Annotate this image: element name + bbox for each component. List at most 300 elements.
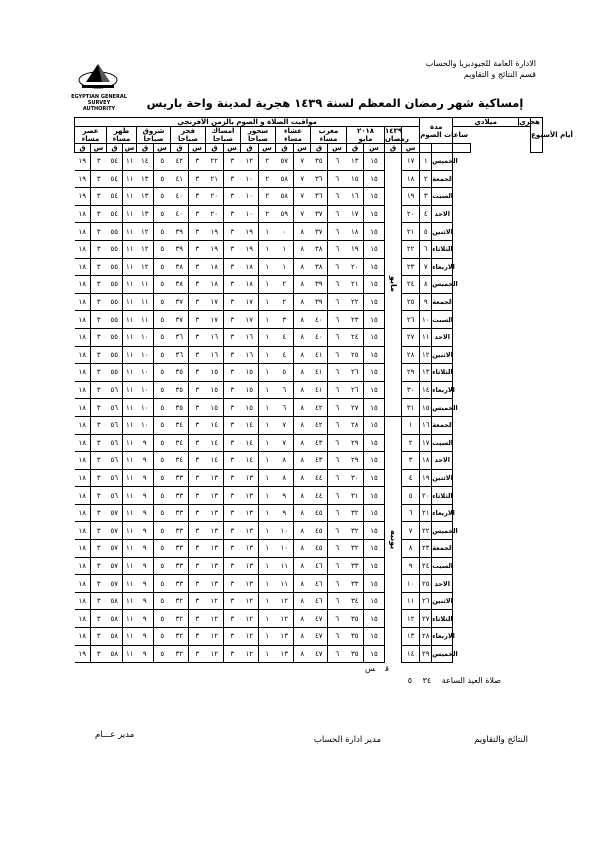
fajr-hour: ٣ xyxy=(189,522,206,540)
weekday-name: الاربعاء xyxy=(432,381,453,399)
dhuhr-hour: ١١ xyxy=(123,153,137,171)
greg-year-header: ٢٠١٨ مايو xyxy=(347,127,385,144)
suhoor-minute: ١٤ xyxy=(241,416,259,434)
greg-day: ٦ xyxy=(402,504,420,522)
isha-hour: ٧ xyxy=(294,153,311,171)
fast-minute: ٣٥ xyxy=(347,628,364,646)
imsak-minute: ١٨ xyxy=(206,276,224,294)
shurooq-minute: ٩ xyxy=(137,540,154,558)
hijri-header: هجري xyxy=(519,118,540,126)
unit-minute-label: ق xyxy=(137,144,154,153)
shurooq-minute: ١٣ xyxy=(137,188,154,206)
shurooq-minute: ١٠ xyxy=(137,381,154,399)
fajr-hour: ٣ xyxy=(189,276,206,294)
dhuhr-hour: ١١ xyxy=(123,540,137,558)
suhoor-hour: ١ xyxy=(259,610,276,628)
suhoor-hour: ٢ xyxy=(259,153,276,171)
dhuhr-minute: ٥٦ xyxy=(107,452,123,470)
maghrib-hour: ٦ xyxy=(328,504,347,522)
isha-hour: ٧ xyxy=(294,205,311,223)
asr-hour: ٣ xyxy=(91,364,107,382)
maghrib-minute: ٣٩ xyxy=(311,293,328,311)
imsak-hour: ٣ xyxy=(224,311,241,329)
isha-minute: ٩ xyxy=(276,487,294,505)
imsak-hour: ٣ xyxy=(224,346,241,364)
fast-hour: ١٥ xyxy=(364,434,385,452)
asr-hour: ٣ xyxy=(91,434,107,452)
fast-minute: ٢٦ xyxy=(347,364,364,382)
fajr-minute: ٣٢ xyxy=(171,645,189,663)
table-row xyxy=(75,434,543,452)
fast-hour: ١٥ xyxy=(364,240,385,258)
dhuhr-hour: ١١ xyxy=(123,170,137,188)
maghrib-hour: ٦ xyxy=(328,452,347,470)
fajr-hour: ٣ xyxy=(189,592,206,610)
dhuhr-minute: ٥٦ xyxy=(107,469,123,487)
suhoor-hour: ١ xyxy=(259,364,276,382)
fast-minute: ٣١ xyxy=(347,487,364,505)
hijri-day: ٢ xyxy=(420,170,432,188)
weekday-name: الاحد xyxy=(432,205,453,223)
fast-minute: ٢٩ xyxy=(347,452,364,470)
isha-minute: ٠ xyxy=(276,223,294,241)
table-row xyxy=(75,610,543,628)
asr-hour: ٣ xyxy=(91,311,107,329)
asr-minute: ١٨ xyxy=(75,487,91,505)
fajr-hour: ٣ xyxy=(189,223,206,241)
table-row xyxy=(75,540,543,558)
shurooq-minute: ١٠ xyxy=(137,399,154,417)
unit-hour-label: س xyxy=(91,144,107,153)
dhuhr-hour: ١١ xyxy=(123,487,137,505)
fajr-hour: ٣ xyxy=(189,540,206,558)
imsak-hour: ٣ xyxy=(224,452,241,470)
shurooq-minute: ٩ xyxy=(137,452,154,470)
weekday-name: الخميس xyxy=(432,276,453,294)
isha-minute: ٥٨ xyxy=(276,188,294,206)
maghrib-hour: ٦ xyxy=(328,522,347,540)
asr-hour: ٣ xyxy=(91,645,107,663)
maghrib-header: مغرب مساء xyxy=(311,127,347,144)
asr-minute: ١٨ xyxy=(75,258,91,276)
isha-minute: ١ xyxy=(276,240,294,258)
shurooq-minute: ١٣ xyxy=(137,170,154,188)
imsak-hour: ٣ xyxy=(224,469,241,487)
fajr-minute: ٣٥ xyxy=(171,364,189,382)
maghrib-minute: ٤٧ xyxy=(311,645,328,663)
dhuhr-hour: ١١ xyxy=(123,381,137,399)
isha-hour: ٨ xyxy=(294,381,311,399)
asr-hour: ٣ xyxy=(91,540,107,558)
weekday-name: الاثنين xyxy=(432,223,453,241)
maghrib-minute: ٤٤ xyxy=(311,469,328,487)
fajr-minute: ٤٠ xyxy=(171,188,189,206)
greg-day: ٨ xyxy=(402,540,420,558)
shurooq-hour: ٥ xyxy=(154,328,171,346)
fajr-hour: ٣ xyxy=(189,399,206,417)
dhuhr-minute: ٥٥ xyxy=(107,223,123,241)
suhoor-hour: ١ xyxy=(259,645,276,663)
imsak-minute: ١٧ xyxy=(206,293,224,311)
weekday-name: السبت xyxy=(432,557,453,575)
month-label-may: مايو xyxy=(385,153,402,417)
fajr-hour: ٣ xyxy=(189,416,206,434)
maghrib-minute: ٤٢ xyxy=(311,399,328,417)
imsak-minute: ١٨ xyxy=(206,258,224,276)
weekday-name: الاثنين xyxy=(432,469,453,487)
isha-minute: ١ xyxy=(276,258,294,276)
table-row xyxy=(75,557,543,575)
asr-minute: ١٨ xyxy=(75,293,91,311)
shurooq-hour: ٥ xyxy=(154,469,171,487)
unit-hour-label: س xyxy=(189,144,206,153)
survey-authority-logo xyxy=(64,56,134,120)
asr-hour: ٣ xyxy=(91,205,107,223)
fast-hour: ١٥ xyxy=(364,628,385,646)
maghrib-hour: ٦ xyxy=(328,381,347,399)
greg-day: ٢٦ xyxy=(402,311,420,329)
greg-day: ٢٤ xyxy=(402,276,420,294)
imsak-minute: ١٥ xyxy=(206,399,224,417)
dhuhr-hour: ١١ xyxy=(123,434,137,452)
fajr-hour: ٣ xyxy=(189,487,206,505)
suhoor-hour: ١ xyxy=(259,522,276,540)
shurooq-hour: ٥ xyxy=(154,170,171,188)
hijri-day: ١٣ xyxy=(420,364,432,382)
suhoor-minute: ١٦ xyxy=(241,328,259,346)
suhoor-minute: ١٠ xyxy=(241,170,259,188)
fast-minute: ٣٠ xyxy=(347,469,364,487)
suhoor-hour: ١ xyxy=(259,452,276,470)
shurooq-hour: ٥ xyxy=(154,452,171,470)
isha-hour: ٨ xyxy=(294,540,311,558)
dhuhr-minute: ٥٥ xyxy=(107,276,123,294)
greg-day: ٩ xyxy=(402,557,420,575)
suhoor-header: سحور صباحا xyxy=(241,127,276,144)
hijri-day: ٢١ xyxy=(420,504,432,522)
imsak-minute: ٢١ xyxy=(206,170,224,188)
dhuhr-minute: ٥٤ xyxy=(107,153,123,171)
shurooq-hour: ٥ xyxy=(154,610,171,628)
weekday-name: السبت xyxy=(432,188,453,206)
asr-hour: ٣ xyxy=(91,504,107,522)
suhoor-hour: ١ xyxy=(259,628,276,646)
maghrib-hour: ٦ xyxy=(328,592,347,610)
shurooq-hour: ٥ xyxy=(154,276,171,294)
maghrib-hour: ٦ xyxy=(328,557,347,575)
dhuhr-minute: ٥٨ xyxy=(107,628,123,646)
imsak-minute: ١٣ xyxy=(206,575,224,593)
table-row xyxy=(75,205,543,223)
imsak-hour: ٣ xyxy=(224,557,241,575)
isha-hour: ٨ xyxy=(294,487,311,505)
imsak-minute: ١٣ xyxy=(206,504,224,522)
isha-hour: ٨ xyxy=(294,416,311,434)
maghrib-hour: ٦ xyxy=(328,276,347,294)
fajr-hour: ٣ xyxy=(189,434,206,452)
asr-minute: ١٨ xyxy=(75,522,91,540)
asr-hour: ٣ xyxy=(91,381,107,399)
fajr-minute: ٣٣ xyxy=(171,469,189,487)
imsak-minute: ١٢ xyxy=(206,610,224,628)
signature-accounts: مدير ادارة الحساب xyxy=(313,735,381,745)
imsak-minute: ١٩ xyxy=(206,240,224,258)
imsak-minute: ١٥ xyxy=(206,381,224,399)
maghrib-minute: ٣٥ xyxy=(311,153,328,171)
table-row xyxy=(75,487,543,505)
dhuhr-minute: ٥٧ xyxy=(107,557,123,575)
greg-day: ١٨ xyxy=(402,170,420,188)
suhoor-minute: ١٠ xyxy=(241,205,259,223)
fajr-minute: ٣٧ xyxy=(171,311,189,329)
suhoor-minute: ١٣ xyxy=(241,487,259,505)
asr-minute: ١٨ xyxy=(75,223,91,241)
imsak-minute: ١٣ xyxy=(206,557,224,575)
imsak-minute: ١٥ xyxy=(206,364,224,382)
asr-minute: ١٨ xyxy=(75,328,91,346)
unit-minute-label: ق xyxy=(206,144,224,153)
fajr-minute: ٣٥ xyxy=(171,381,189,399)
imsak-minute: ١٤ xyxy=(206,452,224,470)
hijri-day: ٢٦ xyxy=(420,592,432,610)
suhoor-minute: ١٣ xyxy=(241,469,259,487)
fast-hour: ١٥ xyxy=(364,469,385,487)
shurooq-minute: ٩ xyxy=(137,557,154,575)
shurooq-minute: ٩ xyxy=(137,504,154,522)
table-row xyxy=(75,153,543,171)
suhoor-minute: ١٢ xyxy=(241,610,259,628)
isha-hour: ٨ xyxy=(294,258,311,276)
isha-minute: ٧ xyxy=(276,416,294,434)
fajr-hour: ٣ xyxy=(189,452,206,470)
isha-minute: ٨ xyxy=(276,452,294,470)
unit-hour-label: س xyxy=(154,144,171,153)
fast-minute: ٣٥ xyxy=(347,645,364,663)
suhoor-minute: ١٥ xyxy=(241,364,259,382)
shurooq-minute: ٩ xyxy=(137,645,154,663)
imsak-hour: ٣ xyxy=(224,240,241,258)
fajr-hour: ٣ xyxy=(189,170,206,188)
table-row xyxy=(75,575,543,593)
maghrib-hour: ٦ xyxy=(328,293,347,311)
table-row xyxy=(75,452,543,470)
shurooq-hour: ٥ xyxy=(154,540,171,558)
greg-day: ١٧ xyxy=(402,153,420,171)
org-line-2: قسم النتائج و التقاويم xyxy=(463,70,536,79)
hijri-day: ٢٥ xyxy=(420,575,432,593)
hijri-day: ٢٢ xyxy=(420,522,432,540)
isha-minute: ١٣ xyxy=(276,645,294,663)
imsak-minute: ١٣ xyxy=(206,540,224,558)
greg-day: ١٣ xyxy=(402,628,420,646)
asr-hour: ٣ xyxy=(91,170,107,188)
dhuhr-minute: ٥٥ xyxy=(107,346,123,364)
fajr-minute: ٣٦ xyxy=(171,328,189,346)
hijri-day: ١٢ xyxy=(420,346,432,364)
table-row xyxy=(75,346,543,364)
maghrib-hour: ٦ xyxy=(328,328,347,346)
maghrib-hour: ٦ xyxy=(328,487,347,505)
dhuhr-minute: ٥٨ xyxy=(107,592,123,610)
unit-minute-label: ق xyxy=(311,144,328,153)
shurooq-hour: ٥ xyxy=(154,346,171,364)
dhuhr-minute: ٥٥ xyxy=(107,240,123,258)
eid-hour: ٥ xyxy=(407,676,413,685)
asr-minute: ١٨ xyxy=(75,399,91,417)
fajr-minute: ٣٢ xyxy=(171,628,189,646)
asr-minute: ١٨ xyxy=(75,240,91,258)
fast-minute: ٣٢ xyxy=(347,522,364,540)
signature-results: النتائج والتقاويم xyxy=(474,735,528,745)
maghrib-minute: ٣٦ xyxy=(311,170,328,188)
maghrib-hour: ٦ xyxy=(328,416,347,434)
isha-hour: ٨ xyxy=(294,346,311,364)
asr-minute: ١٨ xyxy=(75,205,91,223)
asr-hour: ٣ xyxy=(91,469,107,487)
maghrib-minute: ٤١ xyxy=(311,381,328,399)
dhuhr-hour: ١١ xyxy=(123,276,137,294)
shurooq-minute: ١١ xyxy=(137,311,154,329)
dhuhr-hour: ١١ xyxy=(123,258,137,276)
suhoor-hour: ١ xyxy=(259,381,276,399)
fast-hour: ١٥ xyxy=(364,557,385,575)
maghrib-hour: ٦ xyxy=(328,628,347,646)
table-row xyxy=(75,522,543,540)
table-row xyxy=(75,276,543,294)
dhuhr-hour: ١١ xyxy=(123,504,137,522)
isha-minute: ٧ xyxy=(276,434,294,452)
greg-day: ٢ xyxy=(402,434,420,452)
signature-general-manager: مدير عـــام xyxy=(95,730,135,740)
isha-minute: ١١ xyxy=(276,575,294,593)
table-row xyxy=(75,504,543,522)
greg-day: ٢٨ xyxy=(402,346,420,364)
isha-minute: ٦ xyxy=(276,381,294,399)
fast-hour: ١٥ xyxy=(364,188,385,206)
asr-hour: ٣ xyxy=(91,452,107,470)
shurooq-hour: ٥ xyxy=(154,487,171,505)
fast-minute: ١٦ xyxy=(347,188,364,206)
asr-minute: ١٨ xyxy=(75,364,91,382)
hijri-day: ٤ xyxy=(420,205,432,223)
dhuhr-hour: ١١ xyxy=(123,557,137,575)
imsak-minute: ١٣ xyxy=(206,522,224,540)
suhoor-hour: ١ xyxy=(259,276,276,294)
isha-minute: ١٢ xyxy=(276,592,294,610)
asr-hour: ٣ xyxy=(91,293,107,311)
maghrib-hour: ٦ xyxy=(328,434,347,452)
fast-hour: ١٥ xyxy=(364,381,385,399)
imsak-hour: ٣ xyxy=(224,540,241,558)
dhuhr-hour: ١١ xyxy=(123,293,137,311)
fast-minute: ٣٣ xyxy=(347,557,364,575)
suhoor-hour: ١ xyxy=(259,575,276,593)
isha-minute: ١٠ xyxy=(276,522,294,540)
dhuhr-hour: ١١ xyxy=(123,522,137,540)
maghrib-hour: ٦ xyxy=(328,364,347,382)
unit-minute-label: ق xyxy=(171,144,189,153)
hijri-day: ٢٤ xyxy=(420,557,432,575)
maghrib-minute: ٤٣ xyxy=(311,452,328,470)
hijri-day: ١٠ xyxy=(420,311,432,329)
maghrib-hour: ٦ xyxy=(328,645,347,663)
table-row xyxy=(75,645,543,663)
asr-minute: ١٨ xyxy=(75,610,91,628)
asr-minute: ١٨ xyxy=(75,628,91,646)
fast-minute: ٣٥ xyxy=(347,610,364,628)
shurooq-minute: ١٢ xyxy=(137,258,154,276)
imsak-hour: ٣ xyxy=(224,592,241,610)
greg-day: ٢٥ xyxy=(402,293,420,311)
eid-minute: ٣٤ xyxy=(422,676,432,685)
fajr-minute: ٣٦ xyxy=(171,346,189,364)
fast-minute: ٢٦ xyxy=(347,381,364,399)
suhoor-minute: ١٧ xyxy=(241,293,259,311)
shurooq-minute: ١٠ xyxy=(137,364,154,382)
fast-minute: ٣٤ xyxy=(347,592,364,610)
suhoor-minute: ١٨ xyxy=(241,258,259,276)
weekday-name: الثلاثاء xyxy=(432,364,453,382)
eid-units: قس xyxy=(364,664,389,673)
greg-day: ١٠ xyxy=(402,575,420,593)
weekday-name: الجمعة xyxy=(432,170,453,188)
hijri-day: ٧ xyxy=(420,258,432,276)
asr-hour: ٣ xyxy=(91,575,107,593)
hijri-day: ١٧ xyxy=(420,434,432,452)
greg-day: ٢٣ xyxy=(402,258,420,276)
dhuhr-minute: ٥٦ xyxy=(107,399,123,417)
isha-minute: ١٣ xyxy=(276,628,294,646)
suhoor-minute: ١٩ xyxy=(241,223,259,241)
dhuhr-minute: ٥٧ xyxy=(107,522,123,540)
weekday-name: الخميس xyxy=(432,153,453,171)
isha-hour: ٨ xyxy=(294,364,311,382)
fajr-minute: ٣٢ xyxy=(171,592,189,610)
table-row xyxy=(75,311,543,329)
dhuhr-minute: ٥٦ xyxy=(107,416,123,434)
fast-minute: ١٩ xyxy=(347,240,364,258)
suhoor-hour: ١ xyxy=(259,592,276,610)
imsak-hour: ٣ xyxy=(224,153,241,171)
suhoor-minute: ١٢ xyxy=(241,592,259,610)
asr-minute: ١٨ xyxy=(75,434,91,452)
weekday-name: الجمعة xyxy=(432,416,453,434)
fast-minute: ١٣ xyxy=(347,153,364,171)
fajr-hour: ٣ xyxy=(189,346,206,364)
suhoor-hour: ١ xyxy=(259,311,276,329)
greg-day: ٢١ xyxy=(402,223,420,241)
weekday-name: الاثنين xyxy=(432,592,453,610)
maghrib-minute: ٣٧ xyxy=(311,205,328,223)
imsak-minute: ١٦ xyxy=(206,328,224,346)
fajr-hour: ٣ xyxy=(189,328,206,346)
shurooq-minute: ١٠ xyxy=(137,416,154,434)
fajr-hour: ٣ xyxy=(189,205,206,223)
dhuhr-hour: ١١ xyxy=(123,346,137,364)
shurooq-minute: ١٢ xyxy=(137,223,154,241)
dhuhr-hour: ١١ xyxy=(123,399,137,417)
hijri-day: ٣ xyxy=(420,188,432,206)
isha-minute: ٤ xyxy=(276,328,294,346)
weekday-name: الخميس xyxy=(432,399,453,417)
hijri-day: ١٥ xyxy=(420,399,432,417)
fajr-minute: ٣٣ xyxy=(171,504,189,522)
imsak-minute: ١٤ xyxy=(206,434,224,452)
weekday-name: الجمعة xyxy=(432,540,453,558)
fajr-minute: ٤١ xyxy=(171,170,189,188)
isha-minute: ٥ xyxy=(276,364,294,382)
weekday-name: السبت xyxy=(432,311,453,329)
